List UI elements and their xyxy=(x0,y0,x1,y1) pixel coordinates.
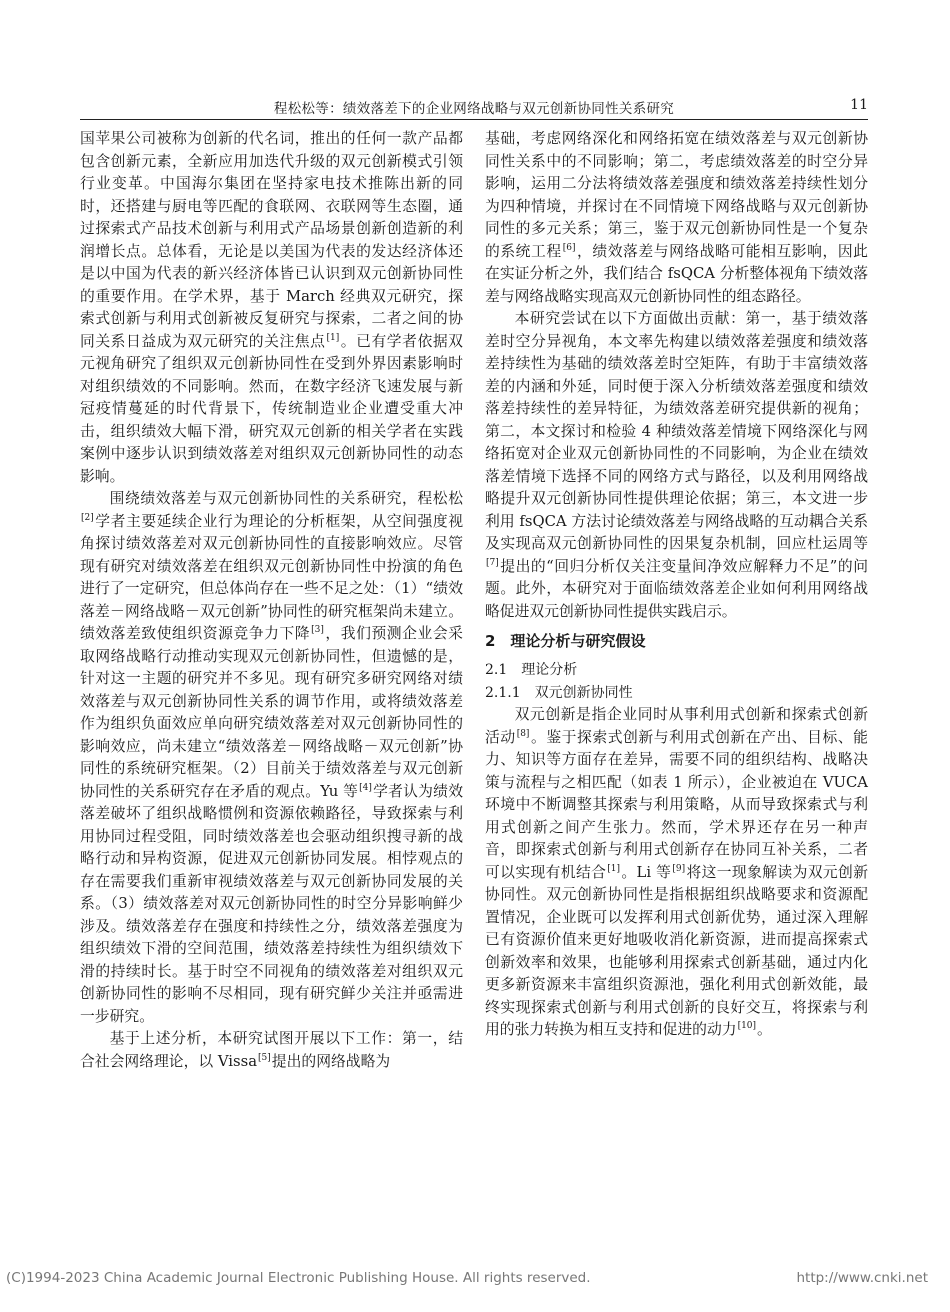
citation-ref[interactable]: [1] xyxy=(607,863,621,874)
text-run: 学者认为绩效落差破坏了组织战略惯例和资源依赖路径，导致探索与利用协同过程受阻，同时绩效落差也会驱动组织搜寻新的战略行动和异构资源，促进双元创新协同发展。相悖观点的存在需要我们重新审视绩效落差与双元创新协同发展的关系。（3）绩效落差对双元创新协同性的时空分异影响鲜少涉及。绩效落差存在强度和持续性之分，绩效落差强度为组织绩效下滑的空间范围，绩效落差持续性为组织绩效下滑的持续时长。基于时空不同视角的绩效落差对组织双元创新协同性的影响不尽相同，现有研究鲜少关注并亟需进一步研究。 xyxy=(80,782,463,1025)
text-run: 。已有学者依据双元视角研究了组织双元创新协同性在受到外界因素影响时对组织绩效的不同影响。然而，在数字经济飞速发展与新冠疫情蔓延的时代背景下，传统制造业企业遭受重大冲击，组织绩效大幅下滑，研究双元创新的相关学者在实践案例中逐步认识到绩效落差对组织双元创新协同性的动态影响。 xyxy=(80,332,463,485)
copyright-text: (C)1994-2023 China Academic Journal Electronic Publishing House. All rights reserved. xyxy=(6,1270,591,1286)
citation-ref[interactable]: [4] xyxy=(359,782,372,793)
text-run: 。Li 等 xyxy=(621,863,672,881)
citation-ref[interactable]: [10] xyxy=(737,1021,757,1031)
paragraph xyxy=(80,488,463,1028)
citation-ref[interactable]: [5] xyxy=(258,1052,271,1063)
text-run: 基础，考虑网络深化和网络拓宽在绩效落差与双元创新协同性关系中的不同影响；第二，考虑绩效落差的时空分异影响，运用二分法将绩效落差强度和绩效落差持续性划分为四种情境，并探讨在不同情境下网络战略与双元创新协同性的多元关系；第三，鉴于双元创新协同性是一个复杂的系统工程 xyxy=(485,130,868,260)
paragraph xyxy=(80,1028,463,1073)
right-column xyxy=(485,128,868,1042)
cnki-link[interactable]: http://www.cnki.net xyxy=(796,1270,928,1286)
paragraph xyxy=(485,128,868,308)
running-header xyxy=(80,95,868,120)
text-run: 本研究尝试在以下方面做出贡献：第一，基于绩效落差时空分异视角，本文率先构建以绩效落差强度和绩效落差持续性为基础的绩效落差时空矩阵，有助于丰富绩效落差的内涵和外延，同时便于深入分析绩效落差强度和绩效落差持续性的差异特征，为绩效落差研究提供新的视角；第二，本文探讨和检验 4 种绩效落差情境下网络深化与网络拓宽对企业双元创新协同性的不同影响，为企业在绩效落差情境下选择不同的网络方式与路径，以及利用网络战略提升双元创新协同性提供理论依据；第三，本文进一步利用 fsQCA 方法讨论绩效落差与网络战略的互动耦合关系及实现高双元创新协同性的因果复杂机制，回应杜运周等 xyxy=(485,310,868,552)
page-number: 11 xyxy=(850,97,868,113)
subsubsection-heading: 2.1.1 双元创新协同性 xyxy=(485,684,633,701)
citation-ref[interactable]: [9] xyxy=(672,863,686,874)
text-run: 国苹果公司被称为创新的代名词，推出的任何一款产品都包含创新元素，全新应用加迭代升级的双元创新模式引领行业变革。中国海尔集团在坚持家电技术推陈出新的同时，还搭建与厨电等匹配的食联网、衣联网等生态圈，通过探索式产品技术创新与利用式产品场景创新创造新的利润增长点。总体看，无论是以美国为代表的发达经济体还是以中国为代表的新兴经济体皆已认识到双元创新协同性的重要作用。在学术界，基于 March 经典双元研究，探索式创新与利用式创新被反复研究与探索，二者之间的协同关系日益成为双元研究的关注焦点 xyxy=(80,130,463,350)
text-run: 双元创新是指企业同时从事利用式创新和探索式创新活动 xyxy=(485,706,868,746)
text-run: 围绕绩效落差与双元创新协同性的关系研究，程松松 xyxy=(109,490,463,507)
citation-ref[interactable]: [6] xyxy=(562,242,576,253)
text-run: 将这一现象解读为双元创新协同性。双元创新协同性是指根据组织战略要求和资源配置情况，企业既可以发挥利用式创新优势，通过深入理解已有资源价值来更好地吸收消化新资源，进而提高探索式创新效率和效果，也能够利用探索式创新基础，通过内化更多新资源来丰富组织资源池，强化利用式创新效能，最终实现探索式创新与利用式创新的良好交互，将探索与利用的张力转换为相互支持和促进的动力 xyxy=(485,863,868,1038)
left-column xyxy=(80,128,463,1073)
paragraph xyxy=(80,128,463,488)
text-run: 提出的网络战略为 xyxy=(271,1052,391,1070)
citation-ref[interactable]: [8] xyxy=(516,728,530,739)
paragraph xyxy=(485,308,868,623)
text-run: 学者主要延续企业行为理论的分析框架，从空间强度视角探讨绩效落差对双元创新协同性的直接影响效应。尽管现有研究对绩效落差在组织双元创新协同性中扮演的角色进行了一定研究，但总体尚存在一些不足之处：（1）“绩效落差－网络战略－双元创新”协同性的研究框架尚未建立。绩效落差致使组织资源竞争力下降 xyxy=(80,512,463,642)
citation-ref[interactable]: [7] xyxy=(486,557,499,568)
text-run: 。鉴于探索式创新与利用式创新在产出、目标、能力、知识等方面存在差异，需要不同的组织结构、战略决策与流程与之相匹配（如表 1 所示），企业被迫在 VUCA 环境中不断调整其探索与利用策略，从而导致探索式与利用式创新之间产生张力。然而，学术界还存在另一种声音，即探索式创新与利用式创新存在协同互补关系，二者可以实现有机结合 xyxy=(485,728,868,881)
text-run: 基于上述分析，本研究试图开展以下工作：第一，结合社会网络理论，以 Vissa xyxy=(80,1030,463,1070)
text-run: 提出的“回归分析仅关注变量间净效应解释力不足”的问题。此外，本研究对于面临绩效落差企业如何利用网络战略促进双元创新协同性提供实践启示。 xyxy=(485,557,868,620)
text-run: ，我们预测企业会采取网络战略行动推动实现双元创新协同性，但遗憾的是，针对这一主题的研究并不多见。现有研究多研究网络对绩效落差与双元创新协同性关系的调节作用，或将绩效落差作为组织负面效应单向研究绩效落差对双元创新协同性的影响效应，尚未建立“绩效落差－网络战略－双元创新”协同性的系统研究框架。（2）目前关于绩效落差与双元创新协同性的关系研究存在矛盾的观点。Yu 等 xyxy=(80,625,463,800)
text-run: ，绩效落差与网络战略可能相互影响，因此在实证分析之外，我们结合 fsQCA 分析整体视角下绩效落差与网络战略实现高双元创新协同性的组态路径。 xyxy=(485,242,868,305)
citation-ref[interactable]: [1] xyxy=(326,332,340,343)
section-heading: 2 理论分析与研究假设 xyxy=(485,632,646,650)
paragraph xyxy=(485,704,868,1042)
citation-ref[interactable]: [3] xyxy=(311,625,324,635)
running-header-title: 程松松等：绩效落差下的企业网络战略与双元创新协同性关系研究 xyxy=(273,101,675,117)
text-run: 。 xyxy=(757,1021,772,1038)
subsection-heading: 2.1 理论分析 xyxy=(485,662,578,678)
citation-ref[interactable]: [2] xyxy=(81,512,94,523)
